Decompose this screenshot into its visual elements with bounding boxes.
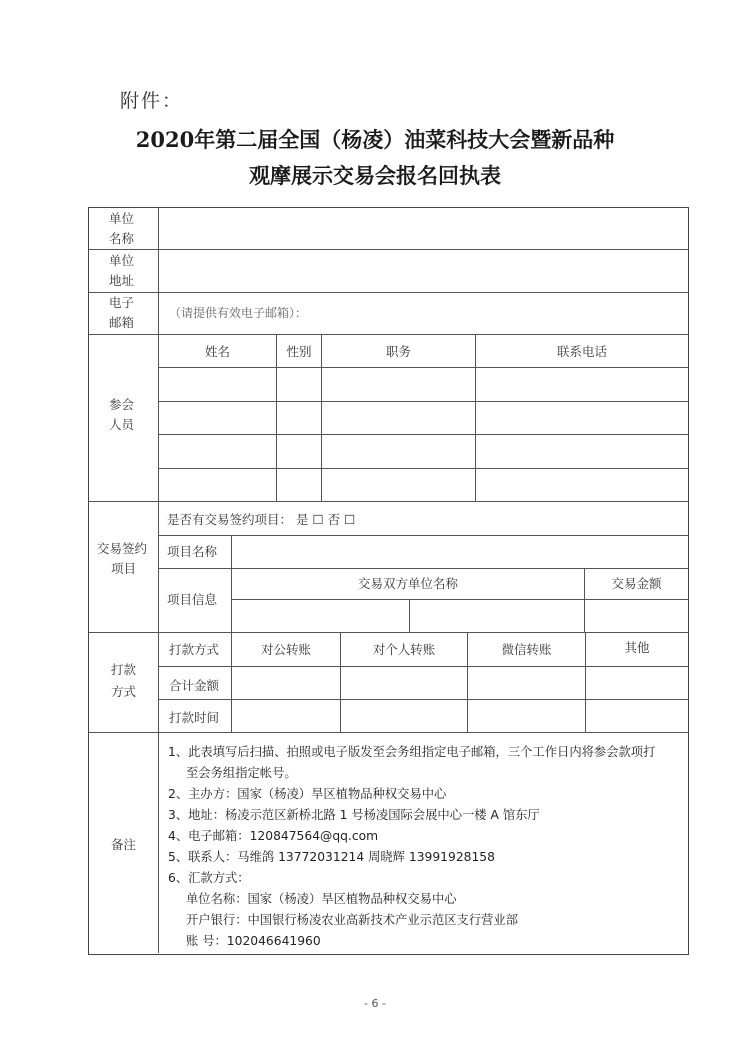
- trade-row-divider: [158, 568, 688, 569]
- trade-row-divider: [158, 535, 688, 536]
- payment-label-a: 打款: [111, 662, 137, 677]
- option-other[interactable]: 其他: [624, 640, 650, 655]
- unit-address-label-b: 地址: [109, 273, 135, 288]
- attendee-row-divider: [158, 401, 688, 402]
- remark-line: 单位名称：国家（杨凌）旱区植物品种权交易中心: [186, 892, 457, 906]
- row-divider: [89, 732, 688, 733]
- unit-address-label-a: 单位: [109, 253, 135, 268]
- header-phone: 联系电话: [556, 344, 607, 359]
- trade-row-divider: [231, 599, 688, 600]
- remark-line: 5、联系人：马维鸽 13772031214 周晓辉 13991928158: [168, 850, 495, 864]
- remark-line: 2、主办方：国家（杨凌）旱区植物品种权交易中心: [168, 787, 447, 801]
- attendee-row-divider: [158, 434, 688, 435]
- remark-line: 至会务组指定帐号。: [186, 766, 297, 780]
- attendee-row-divider: [158, 468, 688, 469]
- header-gender: 性别: [286, 344, 312, 359]
- option-wechat-transfer[interactable]: 微信转账: [501, 642, 552, 657]
- attendees-label-a: 参会: [109, 397, 135, 412]
- row-divider: [89, 632, 688, 633]
- payment-row-divider: [158, 666, 688, 667]
- payment-time-label: 打款时间: [169, 710, 220, 725]
- remark-line: 开户银行：中国银行杨凌农业高新技术产业示范区支行营业部: [186, 913, 519, 927]
- unit-name-field[interactable]: [159, 208, 688, 249]
- option-personal-transfer[interactable]: 对个人转账: [372, 642, 436, 657]
- project-name-label: 项目名称: [167, 544, 218, 559]
- row-divider: [89, 334, 688, 335]
- email-label-a: 电子: [109, 295, 135, 310]
- unit-name-label-b: 名称: [109, 231, 135, 246]
- trade-col-divider: [409, 599, 410, 632]
- payment-method-label: 打款方式: [169, 642, 220, 657]
- remark-line: 4、电子邮箱：120847564@qq.com: [168, 829, 379, 843]
- remarks-label: 备注: [111, 837, 137, 852]
- trade-label-b: 项目: [111, 561, 137, 576]
- attachment-label: 附件：: [120, 90, 184, 112]
- remark-line: 1、此表填写后扫描、拍照或电子版发至会务组指定电子邮箱，三个工作日内将参会款项打: [168, 745, 656, 759]
- option-corporate-transfer[interactable]: 对公转账: [260, 642, 311, 657]
- project-info-label: 项目信息: [167, 592, 218, 607]
- unit-address-field[interactable]: [159, 250, 688, 292]
- row-divider: [89, 501, 688, 502]
- remark-line: 账 号：102046641960: [186, 934, 321, 948]
- header-position: 职务: [385, 344, 411, 359]
- label-column-divider: [158, 208, 159, 953]
- remark-line: 3、地址：杨凌示范区新桥北路 1 号杨凌国际会展中心一楼 A 馆东厅: [168, 808, 540, 822]
- attendees-label-b: 人员: [109, 417, 135, 432]
- remark-line: 6、汇款方式：: [168, 871, 250, 885]
- payment-label-b: 方式: [111, 684, 137, 699]
- trade-label-a: 交易签约: [97, 541, 148, 556]
- trade-question[interactable]: 是否有交易签约项目： 是 ☐ 否 ☐: [167, 512, 356, 527]
- amount-header: 交易金额: [611, 576, 662, 591]
- payment-row-divider: [158, 699, 688, 700]
- attendee-row-divider: [158, 367, 688, 368]
- page-subtitle: 观摩展示交易会报名回执表: [249, 163, 501, 188]
- header-name: 姓名: [204, 344, 230, 359]
- unit-name-label-a: 单位: [109, 211, 135, 226]
- page-title: 2020年第二届全国（杨凌）油菜科技大会暨新品种: [135, 127, 615, 152]
- parties-header: 交易双方单位名称: [357, 576, 458, 591]
- page-number: - 6 -: [364, 997, 386, 1010]
- row-divider: [89, 292, 688, 293]
- total-amount-label: 合计金额: [169, 678, 220, 693]
- email-field[interactable]: （请提供有效电子邮箱）：: [169, 306, 308, 320]
- email-label-b: 邮箱: [109, 315, 135, 330]
